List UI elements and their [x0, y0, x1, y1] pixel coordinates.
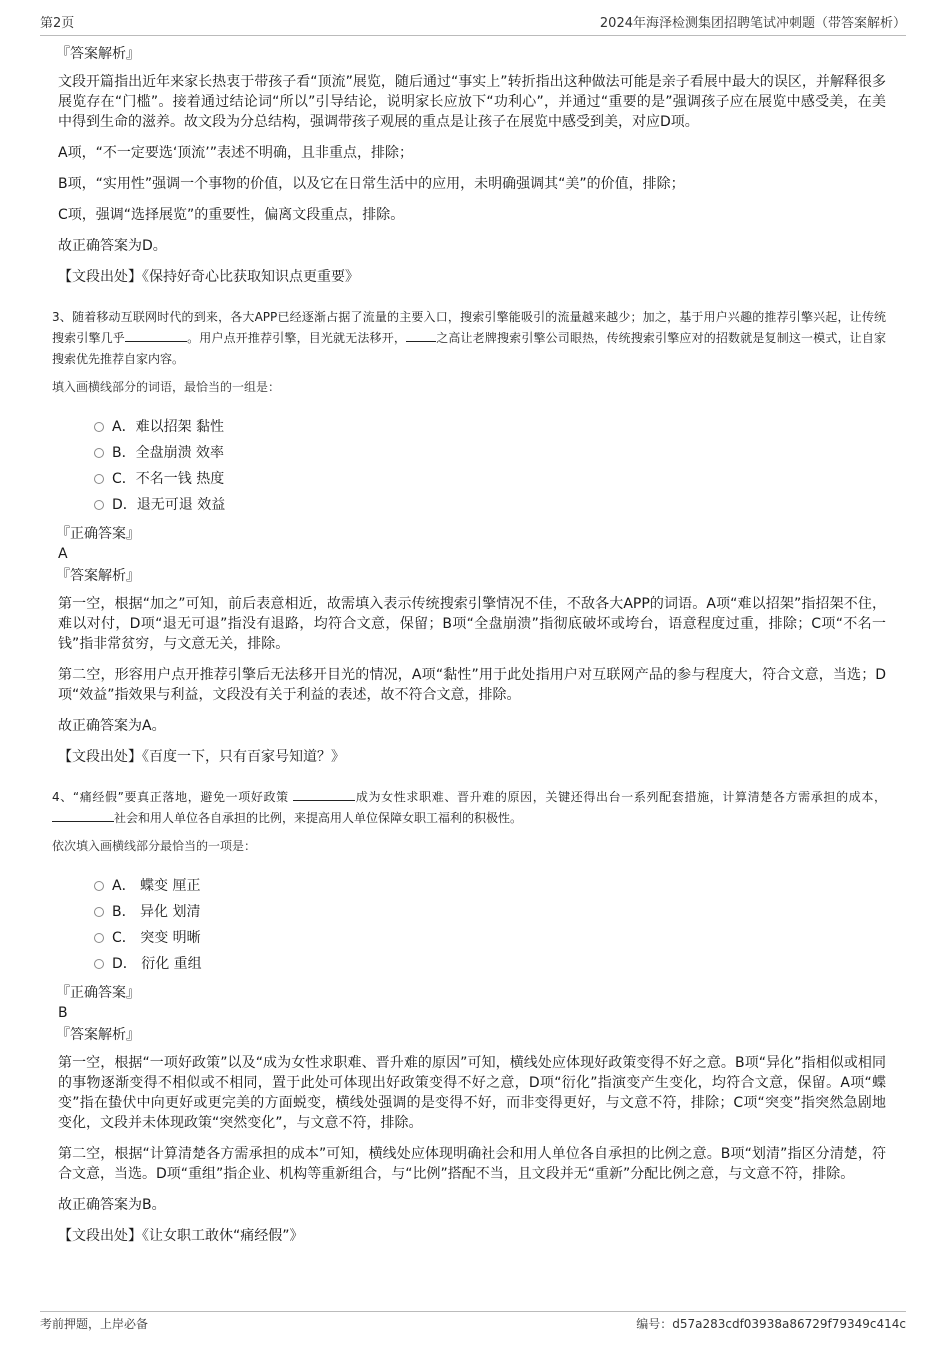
- document-id: 编号：d57a283cdf03938a86729f79349c414c: [636, 1317, 906, 1331]
- option-label: D．退无可退 效益: [112, 497, 226, 513]
- option-label: A． 蝶变 厘正: [112, 878, 201, 894]
- options-list: [94, 414, 886, 518]
- source-line: [58, 747, 886, 767]
- option-label: B．全盘崩溃 效率: [112, 445, 225, 461]
- radio-icon[interactable]: [94, 500, 104, 510]
- answer-conclusion: 故正确答案为A。: [58, 718, 166, 734]
- correct-answer-label: 『正确答案』: [56, 526, 140, 542]
- option-c[interactable]: [94, 466, 886, 492]
- analysis-label: 『答案解析』: [56, 568, 140, 584]
- question-4-stem: [52, 787, 886, 829]
- options-list: [94, 873, 886, 977]
- source-title: 《保持好奇心比获取知识点更重要》: [142, 269, 359, 285]
- option-label: D． 衍化 重组: [112, 956, 202, 972]
- analysis-paragraph: 第一空，根据“加之”可知，前后表意相近，故需填入表示传统搜索引擎情况不佳，不敌各大APP的词语。A项“难以招架”指招架不住，难以对付，D项“退无可退”指没有退路，均符合文意，保留；B项“全盘崩溃”指彻底破坏或垮台，语意程度过重，排除；C项“不名一钱”指非常贫穷，与文意无关，排除。: [58, 596, 886, 652]
- page-footer: [40, 1311, 906, 1332]
- page-header: [40, 12, 906, 36]
- fill-blank: [125, 329, 187, 342]
- option-label: C． 突变 明晰: [112, 930, 201, 946]
- source-prefix: 【文段出处】: [58, 269, 142, 285]
- radio-icon[interactable]: [94, 907, 104, 917]
- question-text: 3、随着移动互联网时代的到来，各大APP已经逐渐占据了流量的主要入口，搜索引擎能吸引的流量越来越少；加之，基于用户兴趣的推荐引擎兴起，让传统搜索引擎几乎: [52, 310, 886, 345]
- analysis-paragraph: 第二空，根据“计算清楚各方需承担的成本”可知，横线处应体现明确社会和用人单位各自承担的比例之意。B项“划清”指区分清楚，符合文意，当选。D项“重组”指企业、机构等重新组合，与“比例”搭配不当，且文段并无“重新”分配比例之意，与文意不符，排除。: [58, 1146, 886, 1182]
- question-text: 社会和用人单位各自承担的比例，来提高用人单位保障女职工福利的积极性。: [114, 811, 523, 825]
- answer-conclusion: 故正确答案为B。: [58, 1197, 166, 1213]
- question-3-stem: [52, 307, 886, 370]
- question-text: 之高让老牌搜索引擎公司眼热，传统搜索引擎应对的招数就是复制这一模式，让自家搜索优先推荐自家内容。: [52, 331, 886, 366]
- radio-icon[interactable]: [94, 959, 104, 969]
- fill-blank: [52, 809, 114, 822]
- analysis-paragraph: 第二空，形容用户点开推荐引擎后无法移开目光的情况，A项“黏性”用于此处指用户对互联网产品的参与程度大，符合文意，当选；D项“效益”指效果与利益，文段没有关于利益的表述，故不符合文意，排除。: [58, 667, 886, 703]
- page-number: 第2页: [40, 16, 75, 31]
- document-title: 2024年海泽检测集团招聘笔试冲刺题（带答案解析）: [599, 16, 906, 31]
- option-label: B． 异化 划清: [112, 904, 201, 920]
- analysis-label: 『答案解析』: [56, 46, 140, 62]
- question-instruction: 填入画横线部分的词语，最恰当的一组是：: [52, 380, 281, 394]
- option-d[interactable]: [94, 492, 886, 518]
- fill-blank: [406, 329, 436, 342]
- answer-conclusion: 故正确答案为D。: [58, 238, 167, 254]
- correct-answer-label: 『正确答案』: [56, 985, 140, 1001]
- footer-slogan: 考前押题，上岸必备: [40, 1317, 149, 1331]
- analysis-paragraph: 第一空，根据“一项好政策”以及“成为女性求职难、晋升难的原因”可知，横线处应体现好政策变得不好之意。B项“异化”指相似或相同的事物逐渐变得不相似或不相同，置于此处可体现出好政策变得不好之意，D项“衍化”指演变产生变化，均符合文意，保留。A项“蝶变”指在蛰伏中向更好或更完美的方面蜕变，横线处强调的是变得不好，而非变得更好，与文意不符，排除；C项“突变”指突然急剧地变化，文段并未体现政策“突然变化”，与文意不符，排除。: [58, 1055, 886, 1131]
- option-label: C．不名一钱 热度: [112, 471, 225, 487]
- option-c[interactable]: [94, 925, 886, 951]
- document-body: [52, 44, 886, 1246]
- option-label: A．难以招架 黏性: [112, 419, 225, 435]
- source-title: 《让女职工敢休“痛经假”》: [142, 1228, 304, 1244]
- radio-icon[interactable]: [94, 881, 104, 891]
- source-prefix: 【文段出处】: [58, 749, 142, 765]
- radio-icon[interactable]: [94, 422, 104, 432]
- radio-icon[interactable]: [94, 448, 104, 458]
- fill-blank: [293, 788, 355, 801]
- option-a[interactable]: [94, 873, 886, 899]
- analysis-label: 『答案解析』: [56, 1027, 140, 1043]
- option-d[interactable]: [94, 951, 886, 977]
- radio-icon[interactable]: [94, 933, 104, 943]
- question-text: 4、“痛经假”要真正落地，避免一项好政策: [52, 790, 294, 804]
- analysis-paragraph: C项，强调“选择展览”的重要性，偏离文段重点，排除。: [58, 207, 405, 223]
- source-prefix: 【文段出处】: [58, 1228, 142, 1244]
- source-title: 《百度一下，只有百家号知道？》: [142, 749, 345, 765]
- analysis-paragraph: B项，“实用性”强调一个事物的价值，以及它在日常生活中的应用，未明确强调其“美”的价值，排除；: [58, 176, 685, 192]
- option-b[interactable]: [94, 440, 886, 466]
- option-b[interactable]: [94, 899, 886, 925]
- source-line: [58, 1226, 886, 1246]
- analysis-paragraph: 文段开篇指出近年来家长热衷于带孩子看“顶流”展览，随后通过“事实上”转折指出这种做法可能是亲子看展中最大的误区，并解释很多展览存在“门槛”。接着通过结论词“所以”引导结论，说明家长应放下“功利心”，并通过“重要的是”强调孩子应在展览中感受美，在美中得到生命的滋养。故文段为分总结构，强调带孩子观展的重点是让孩子在展览中感受到美，对应D项。: [58, 74, 886, 130]
- question-instruction: 依次填入画横线部分最恰当的一项是：: [52, 839, 257, 853]
- correct-answer: A: [58, 546, 68, 562]
- question-text: 。用户点开推荐引擎，目光就无法移开，: [186, 331, 407, 345]
- analysis-paragraph: A项，“不一定要选‘顶流’”表述不明确，且非重点，排除；: [58, 145, 413, 161]
- radio-icon[interactable]: [94, 474, 104, 484]
- correct-answer: B: [58, 1005, 68, 1021]
- source-line: [58, 267, 886, 287]
- option-a[interactable]: [94, 414, 886, 440]
- question-text: 成为女性求职难、晋升难的原因，关键还得出台一系列配套措施，计算清楚各方需承担的成本，: [355, 790, 886, 804]
